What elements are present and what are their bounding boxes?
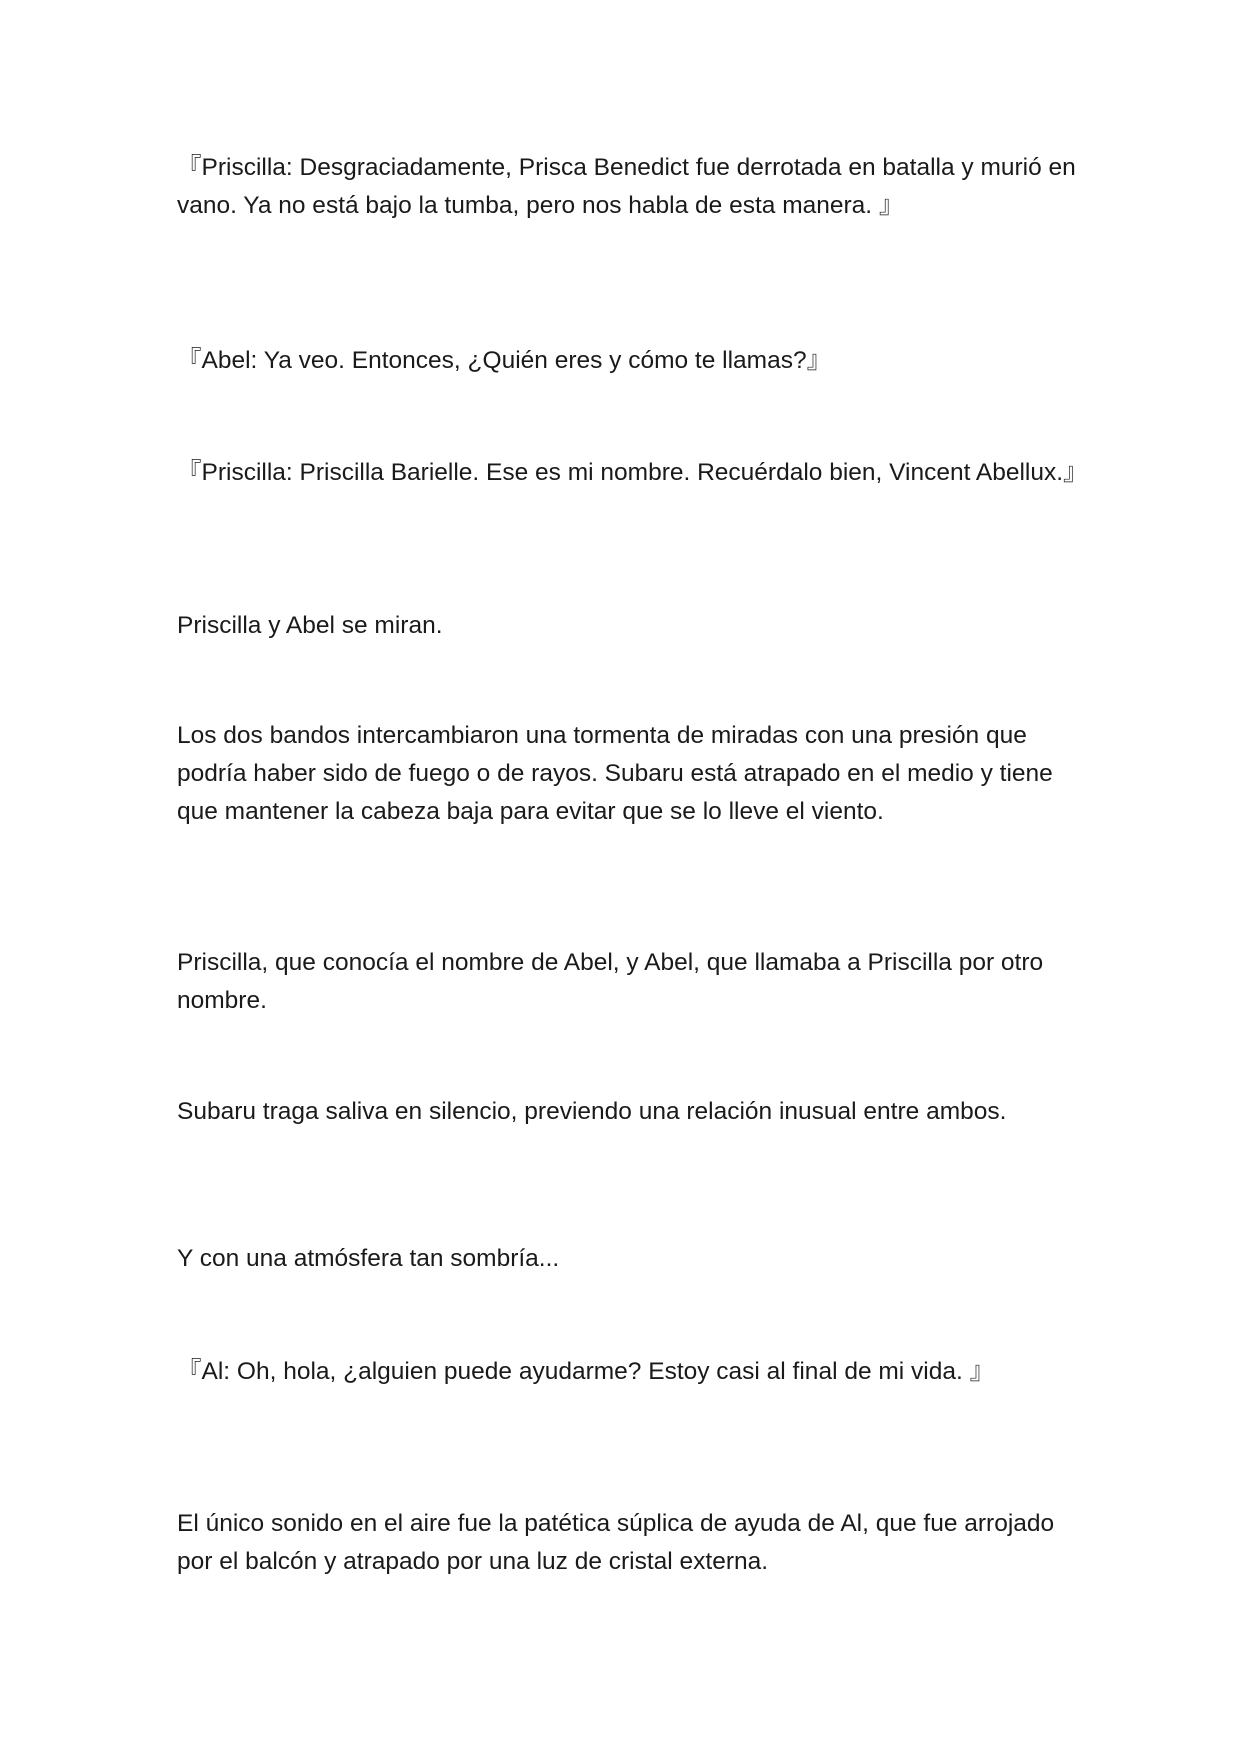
paragraph-narration-6: El único sonido en el aire fue la patética súplica de ayuda de Al, que fue arrojado por el balcón y atrapado por una luz de cristal externa. bbox=[177, 1510, 1055, 1575]
paragraph-abel-dialogue: 『Abel: Ya veo. Entonces, ¿Quién eres y cómo te llamas?』 bbox=[177, 347, 832, 374]
paragraph-al-dialogue: 『Al: Oh, hola, ¿alguien puede ayudarme? Estoy casi al final de mi vida. 』 bbox=[177, 1358, 995, 1385]
paragraph-narration-2: Los dos bandos intercambiaron una tormenta de miradas con una presión que podría haber sido de fuego o de rayos. Subaru está atrapado en el medio y tiene que mantener la cabeza baja para evitar que se lo lleve el viento. bbox=[177, 722, 1053, 825]
paragraph-narration-1: Priscilla y Abel se miran. bbox=[177, 612, 443, 639]
paragraph-narration-4: Subaru traga saliva en silencio, previendo una relación inusual entre ambos. bbox=[177, 1098, 1007, 1125]
paragraph-priscilla-dialogue-1: 『Priscilla: Desgraciadamente, Prisca Benedict fue derrotada en batalla y murió en vano. Ya no está bajo la tumba, pero nos habla de esta manera. 』 bbox=[177, 154, 1076, 219]
paragraph-priscilla-dialogue-2: 『Priscilla: Priscilla Barielle. Ese es mi nombre. Recuérdalo bien, Vincent Abellux.』 bbox=[177, 459, 1088, 486]
paragraph-narration-3: Priscilla, que conocía el nombre de Abel, y Abel, que llamaba a Priscilla por otro nombre. bbox=[177, 949, 1044, 1014]
paragraph-narration-5: Y con una atmósfera tan sombría... bbox=[177, 1245, 560, 1272]
document-page bbox=[177, 0, 1088, 1754]
